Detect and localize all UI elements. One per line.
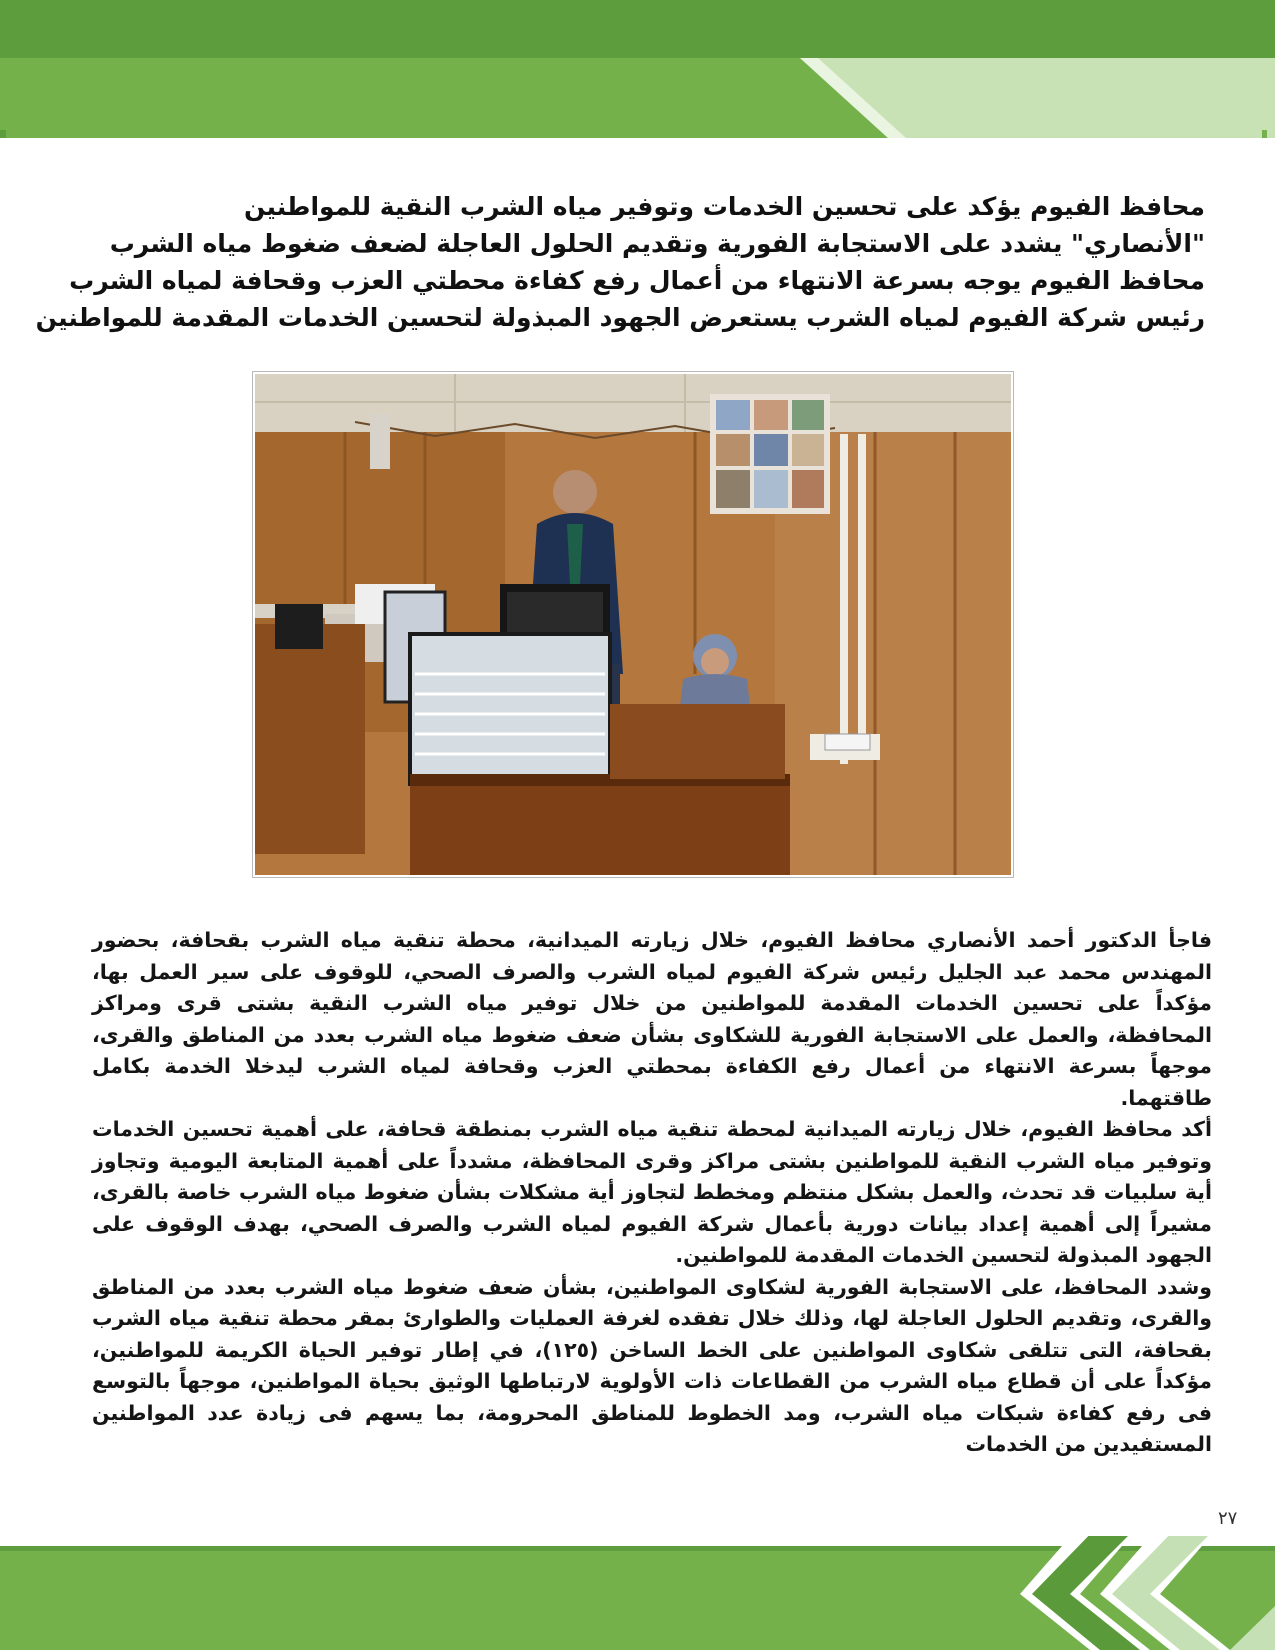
article-body xyxy=(92,925,1212,1461)
headline-3: محافظ الفيوم يوجه بسرعة الانتهاء من أعمال رفع كفاءة محطتي العزب وقحافة لمياه الشرب xyxy=(69,266,1205,295)
headline-block xyxy=(35,188,1205,336)
article-paragraph-3: وشدد المحافظ، على الاستجابة الفورية لشكاوى المواطنين، بشأن ضعف ضغوط مياه الشرب بعدد من المناطق والقرى، وتقديم الحلول العاجلة لها، وذلك خلال تفقده لغرفة العمليات والطوارئ بمقر محطة تنقية مياه الشرب بقحافة، التى تتلقى شكاوى المواطنين على الخط الساخن (١٢٥)، في إطار توفير الحياة الكريمة للمواطنين، مؤكداً على أن قطاع مياه الشرب من القطاعات ذات الأولوية لارتباطها الوثيق بحياة المواطنين، موجهاً بالتوسع فى رفع كفاءة شبكات مياه الشرب، ومد الخطوط للمناطق المحرومة، بما يسهم فى زيادة عدد المواطنين المستفيدين من الخدمات xyxy=(92,1274,1212,1456)
article-paragraph-2: أكد محافظ الفيوم، خلال زيارته الميدانية لمحطة تنقية مياه الشرب بمنطقة قحافة، على أهمية تحسين الخدمات وتوفير مياه الشرب النقية للمواطنين بشتى مراكز وقرى المحافظة، مشدداً على أهمية المتابعة اليومية وتجاوز أية سلبيات قد تحدث، والعمل بشكل منتظم ومخطط لتجاوز أية مشكلات بشأن ضغوط مياه الشرب خاصة بالقرى، مشيراً إلى أهمية إعداد بيانات دورية بأعمال شركة الفيوم لمياه الشرب والصرف الصحي، بهدف الوقوف على الجهود المبذولة لتحسين الخدمات المقدمة للمواطنين. xyxy=(92,1117,1212,1267)
footer-decoration-band xyxy=(0,1536,1275,1650)
headline-2: "الأنصاري" يشدد على الاستجابة الفورية وتقديم الحلول العاجلة لضعف ضغوط مياه الشرب xyxy=(109,229,1205,258)
news-photo xyxy=(252,371,1014,878)
photo-illustration xyxy=(255,374,1011,875)
headline-1: محافظ الفيوم يؤكد على تحسين الخدمات وتوفير مياه الشرب النقية للمواطنين xyxy=(244,192,1205,221)
header-decoration-band xyxy=(0,0,1275,145)
page-number: ٢٧ xyxy=(1218,1508,1238,1529)
headline-4: رئيس شركة الفيوم لمياه الشرب يستعرض الجهود المبذولة لتحسين الخدمات المقدمة للمواطنين xyxy=(35,303,1205,332)
article-paragraph-1: فاجأ الدكتور أحمد الأنصاري محافظ الفيوم، خلال زيارته الميدانية، محطة تنقية مياه الشرب بقحافة، بحضور المهندس محمد عبد الجليل رئيس شركة الفيوم لمياه الشرب والصرف الصحي، للوقوف على سير العمل بها، مؤكداً على تحسين الخدمات المقدمة للمواطنين من خلال توفير مياه الشرب النقية بشتى قرى ومراكز المحافظة، والعمل على الاستجابة الفورية للشكاوى بشأن ضعف ضغوط مياه الشرب بعدد من المناطق والقرى، موجهاً بسرعة الانتهاء من أعمال رفع الكفاءة بمحطتي العزب وقحافة لمياه الشرب ليدخلا الخدمة بكامل طاقتهما. xyxy=(92,928,1212,1110)
